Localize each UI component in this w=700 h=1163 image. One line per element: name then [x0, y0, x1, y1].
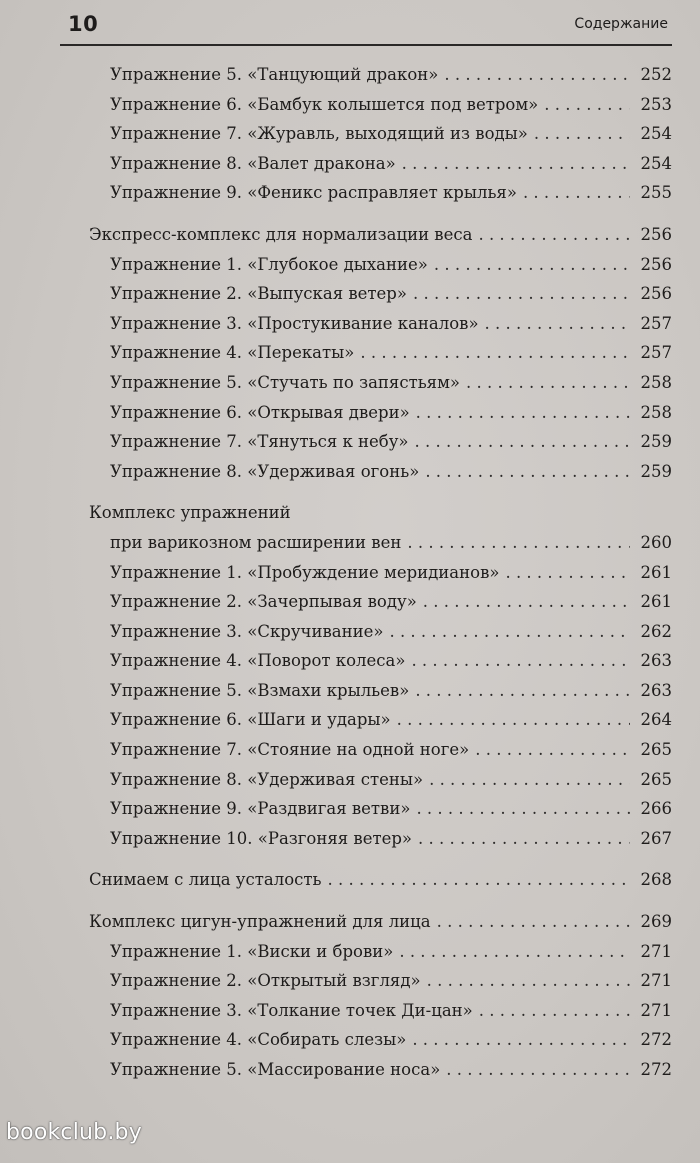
dot-leader [416, 794, 630, 824]
toc-entry-page: 265 [640, 769, 672, 789]
dot-leader [429, 765, 630, 795]
dot-leader [444, 60, 630, 90]
dot-leader [485, 309, 630, 339]
toc-entry-page: 258 [640, 372, 672, 392]
toc-entry-page: 252 [640, 65, 672, 84]
dot-leader [407, 528, 630, 558]
toc-entry-page: 261 [640, 562, 672, 582]
dot-leader [475, 735, 630, 765]
toc-entry[interactable] [0, 368, 700, 398]
toc-entry-label: Упражнение 7. «Журавль, выходящий из воды» [110, 124, 528, 144]
dot-leader [425, 457, 630, 487]
toc-entry-label: Упражнение 5. «Взмахи крыльев» [110, 680, 410, 700]
toc-entry-page: 267 [640, 828, 672, 848]
dot-leader [523, 178, 630, 208]
toc-entry[interactable] [0, 457, 700, 487]
toc-entry[interactable] [0, 937, 700, 967]
dot-leader [423, 587, 630, 617]
toc-entry-label: Упражнение 6. «Бамбук колышется под ветром» [110, 94, 539, 114]
toc-entry-label: Упражнение 5. «Массирование носа» [110, 1060, 441, 1079]
toc-entry[interactable] [0, 90, 700, 120]
toc-entry-label: Упражнение 4. «Собирать слезы» [110, 1030, 407, 1050]
toc-entry-label: Упражнение 9. «Раздвигая ветви» [110, 799, 411, 819]
toc-entry[interactable] [0, 676, 700, 706]
dot-leader [505, 558, 630, 588]
toc-section [0, 60, 700, 208]
toc-entry-label: Упражнение 4. «Поворот колеса» [110, 651, 406, 671]
toc-section [0, 220, 700, 486]
toc-entry[interactable] [0, 279, 700, 309]
header-rule [60, 44, 672, 46]
toc-entry-label: Упражнение 2. «Открытый взгляд» [110, 971, 421, 991]
toc-entry-label: Упражнение 5. «Танцующий дракон» [110, 65, 439, 84]
dot-leader [399, 937, 630, 967]
toc-entry-label: Упражнение 10. «Разгоняя ветер» [110, 828, 413, 848]
toc-entry-label: Упражнение 1. «Глубокое дыхание» [110, 254, 428, 274]
toc-entry-page: 272 [640, 1030, 672, 1050]
toc-entry[interactable] [0, 309, 700, 339]
toc-entry[interactable] [0, 765, 700, 795]
running-head: Содержание [574, 16, 668, 32]
toc-entry[interactable] [0, 250, 700, 280]
toc-section-page: 269 [640, 912, 672, 932]
dot-leader [397, 705, 630, 735]
dot-leader [427, 966, 630, 996]
toc-entry-page: 254 [640, 153, 672, 173]
toc-entry[interactable] [0, 558, 700, 588]
dot-leader [416, 398, 630, 428]
dot-leader [411, 646, 630, 676]
toc-entry-page: 263 [640, 651, 672, 671]
toc-entry-label: Упражнение 2. «Зачерпывая воду» [110, 592, 417, 612]
toc-entry-page: 253 [640, 94, 672, 114]
toc-entry[interactable] [0, 338, 700, 368]
toc-section-page: 256 [640, 224, 672, 244]
toc-section-heading[interactable] [0, 220, 700, 250]
toc-entry-page: 265 [640, 740, 672, 760]
toc-section-title[interactable]: Комплекс упражнений [89, 503, 291, 523]
toc-section-title-continued: при варикозном расширении вен [110, 532, 402, 552]
toc-entry-page: 256 [640, 254, 672, 274]
toc-entry-label: Упражнение 6. «Шаги и удары» [110, 710, 391, 730]
toc-entry-label: Упражнение 3. «Толкание точек Ди-цан» [110, 1000, 473, 1020]
toc-entry-label: Упражнение 3. «Простукивание каналов» [110, 313, 479, 333]
dot-leader [327, 865, 630, 895]
toc-entry[interactable] [0, 178, 700, 208]
dot-leader [415, 427, 630, 457]
dot-leader [534, 119, 630, 149]
toc-section-page: 260 [640, 532, 672, 552]
dot-leader [389, 617, 630, 647]
toc-entry-page: 257 [640, 343, 672, 363]
toc-entry[interactable] [0, 1055, 700, 1085]
toc-entry-label: Упражнение 4. «Перекаты» [110, 343, 355, 363]
toc-entry[interactable] [0, 617, 700, 647]
dot-leader [437, 907, 630, 937]
toc-entry-label: Упражнение 1. «Пробуждение меридианов» [110, 562, 500, 582]
toc-entry-label: Упражнение 5. «Стучать по запястьям» [110, 372, 461, 392]
toc-entry[interactable] [0, 427, 700, 457]
toc-entry-page: 266 [640, 799, 672, 819]
toc-entry-page: 263 [640, 680, 672, 700]
toc-entry-page: 271 [640, 1000, 672, 1020]
toc-entry-page: 272 [640, 1060, 672, 1079]
dot-leader [402, 149, 630, 179]
dot-leader [478, 220, 630, 250]
toc-entry[interactable] [0, 119, 700, 149]
toc-entry-page: 256 [640, 284, 672, 304]
dot-leader [415, 676, 630, 706]
toc-entry-label: Упражнение 6. «Открывая двери» [110, 402, 410, 422]
toc-section [0, 907, 700, 1085]
toc-entry-page: 271 [640, 971, 672, 991]
toc-entry-label: Упражнение 7. «Стояние на одной ноге» [110, 740, 470, 760]
dot-leader [446, 1055, 630, 1085]
toc-entry-page: 255 [640, 183, 672, 203]
dot-leader [413, 279, 630, 309]
toc-entry-page: 264 [640, 710, 672, 730]
page-header [60, 8, 672, 44]
toc-entry-label: Упражнение 8. «Удерживая стены» [110, 769, 424, 789]
toc-entry-label: Упражнение 8. «Валет дракона» [110, 153, 396, 173]
toc-entry-page: 257 [640, 313, 672, 333]
dot-leader [544, 90, 630, 120]
dot-leader [434, 250, 630, 280]
toc-section-heading[interactable] [0, 907, 700, 937]
toc-section-page: 268 [640, 870, 672, 890]
dot-leader [418, 824, 630, 854]
toc-entry[interactable] [0, 705, 700, 735]
dot-leader [479, 996, 630, 1026]
toc-entry-label: Упражнение 7. «Тянуться к небу» [110, 432, 409, 452]
toc-entry[interactable] [0, 587, 700, 617]
toc-entry-page: 254 [640, 124, 672, 144]
toc-entry-page: 259 [640, 461, 672, 481]
toc-entry[interactable] [0, 966, 700, 996]
toc-entry-page: 259 [640, 432, 672, 452]
toc-entry-page: 271 [640, 941, 672, 961]
toc-entry[interactable] [0, 149, 700, 179]
page-number: 10 [68, 12, 99, 36]
toc-section [0, 498, 700, 853]
toc-entry[interactable] [0, 735, 700, 765]
toc-section-heading[interactable] [0, 528, 700, 558]
toc-entry-page: 261 [640, 592, 672, 612]
toc-entry[interactable] [0, 1025, 700, 1055]
toc-section-title: Снимаем с лица усталость [89, 870, 322, 890]
toc-entry-label: Упражнение 1. «Виски и брови» [110, 941, 394, 961]
toc-section-heading[interactable] [0, 865, 700, 895]
toc-entry[interactable] [0, 646, 700, 676]
toc-entry[interactable] [0, 794, 700, 824]
toc-entry[interactable] [0, 996, 700, 1026]
toc-entry[interactable] [0, 824, 700, 854]
dot-leader [412, 1025, 630, 1055]
toc-entry[interactable] [0, 398, 700, 428]
toc-entry[interactable] [0, 60, 700, 90]
toc-entry-page: 262 [640, 621, 672, 641]
dot-leader [466, 368, 630, 398]
toc-section-title: Комплекс цигун-упражнений для лица [89, 912, 431, 932]
toc-section-title: Экспресс-комплекс для нормализации веса [89, 224, 473, 244]
toc-entry-page: 258 [640, 402, 672, 422]
toc-entry-label: Упражнение 2. «Выпуская ветер» [110, 284, 407, 304]
dot-leader [360, 338, 630, 368]
toc-entry-label: Упражнение 9. «Феникс расправляет крылья» [110, 183, 517, 203]
toc-section [0, 865, 700, 895]
toc-entry-label: Упражнение 8. «Удерживая огонь» [110, 461, 420, 481]
watermark: bookclub.by [6, 1120, 142, 1145]
table-of-contents [0, 60, 700, 1085]
toc-entry-label: Упражнение 3. «Скручивание» [110, 621, 384, 641]
